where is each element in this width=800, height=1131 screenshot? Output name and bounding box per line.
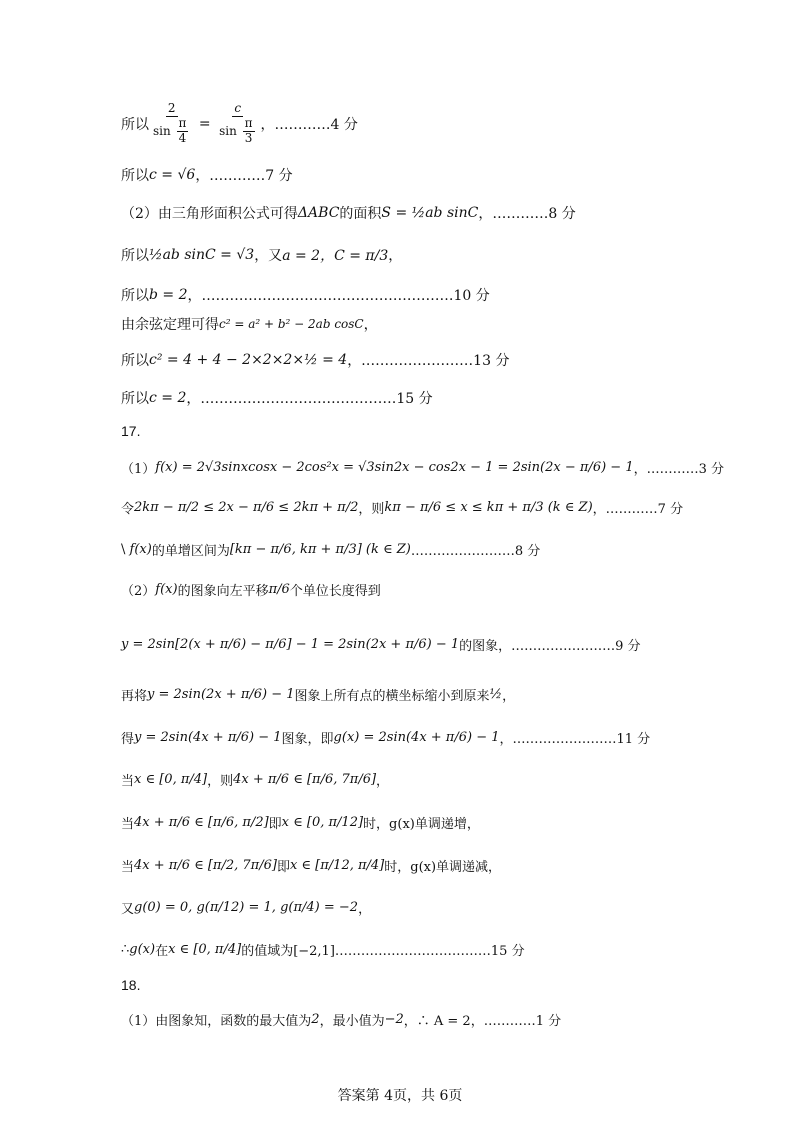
math: y = 2sin(2x + π/6) − 1 — [147, 687, 295, 702]
text-post: ，…………3 分 — [633, 462, 724, 477]
math: x ∈ [0, π/4] — [134, 772, 208, 787]
math: −2 — [384, 1012, 404, 1027]
math: 2kπ − π/2 ≤ 2x − π/6 ≤ 2kπ + π/2 — [134, 500, 359, 515]
math: a = 2，C = π/3 — [282, 248, 389, 264]
line-5 — [121, 285, 490, 305]
text-post: 个单位长度得到 — [289, 584, 381, 599]
text-post: ， — [376, 774, 390, 789]
text-post: ，…………7 分 — [592, 502, 684, 517]
text-pre: 又 — [121, 902, 135, 917]
text-pre: 当 — [121, 817, 135, 832]
line-6 — [121, 314, 378, 334]
text-pre: 所以 — [121, 353, 149, 369]
math: 4x + π/6 ∈ [π/6, 7π/6] — [233, 772, 377, 787]
line-10 — [121, 458, 724, 477]
line-3 — [121, 203, 576, 223]
math: f(x) — [155, 582, 178, 597]
line-20 — [121, 898, 371, 917]
math: [kπ − π/6, kπ + π/3] (k ∈ Z) — [229, 542, 411, 557]
line-23 — [121, 1010, 561, 1029]
math: c = √6 — [149, 167, 196, 183]
line-12 — [121, 540, 540, 559]
math: x ∈ [0, π/4] — [168, 942, 242, 957]
text-pre: 所以 — [121, 116, 149, 133]
text-post: 时，g(x)单调递减， — [384, 860, 502, 875]
math: 4x + π/6 ∈ [π/6, π/2] — [134, 815, 269, 830]
math: b = 2 — [149, 287, 188, 303]
line-8 — [121, 388, 433, 408]
math: c² = a² + b² − 2ab cosC — [219, 317, 364, 331]
page-footer: 答案第 4页，共 6页 — [337, 1088, 463, 1104]
text-mid: ，则 — [358, 502, 385, 517]
text-post: ，……………………11 分 — [499, 732, 651, 747]
math: S = ½ab sinC — [381, 205, 479, 221]
text-pre: 所以 — [121, 248, 149, 264]
line-16 — [121, 728, 650, 747]
math: g(x) — [129, 942, 156, 957]
text-post: 的值域为[−2,1]………………………………15 分 — [241, 944, 525, 959]
line-7 — [121, 350, 509, 370]
math: x ∈ [0, π/12] — [281, 815, 364, 830]
math: ½ab sinC = √3 — [149, 247, 255, 263]
problem-number-17: 17. — [121, 423, 141, 439]
text-pre: 由余弦定理可得 — [121, 317, 219, 333]
text-pre: （1） — [121, 462, 156, 477]
text-pre: 得 — [121, 732, 135, 747]
text-post: ， — [363, 317, 378, 333]
text-pre: 当 — [121, 860, 135, 875]
line-4 — [121, 245, 402, 265]
line-1: 所以 2 sin $\frac{\pi}{4}$ = c sin $\frac{\pi}{3}$ ，…………4 分 — [121, 101, 358, 145]
math: kπ − π/6 ≤ x ≤ kπ + π/3 (k ∈ Z) — [384, 500, 593, 515]
math: c² = 4 + 4 − 2×2×2×½ = 4 — [149, 352, 348, 368]
text-post: 的图象，……………………9 分 — [459, 639, 641, 654]
text-post: ，…………4 分 — [260, 116, 358, 133]
text-pre: 令 — [121, 502, 135, 517]
text-post: ，…………7 分 — [195, 168, 293, 184]
math: y = 2sin(4x + π/6) − 1 — [134, 730, 282, 745]
text-mid: ，则 — [207, 774, 234, 789]
text-pre: \ — [121, 542, 126, 557]
math: f(x) — [129, 542, 152, 557]
text-post: ，∴ A = 2，…………1 分 — [403, 1014, 562, 1029]
text-pre: （1）由图象知，函数的最大值为 — [121, 1014, 312, 1029]
text-post: ， — [502, 689, 516, 704]
line-15 — [121, 685, 515, 704]
fraction: 2 sin $\frac{\pi}{4}$ — [153, 101, 187, 145]
text-mid: 即 — [268, 817, 282, 832]
text-pre: 所以 — [121, 288, 149, 304]
text-post: 时，g(x)单调递增， — [363, 817, 480, 832]
text-post: ……………………8 分 — [410, 544, 541, 559]
math: ΔABC — [297, 205, 340, 221]
line-18 — [121, 813, 480, 832]
text-pre: （2） — [121, 584, 156, 599]
text-post: ，………………………………………………10 分 — [187, 288, 490, 304]
text-post: ，…………8 分 — [478, 206, 576, 222]
line-13 — [121, 580, 381, 599]
text-mid: 图象上所有点的横坐标缩小到原来 — [294, 689, 490, 704]
text-pre: 所以 — [121, 391, 149, 407]
text-pre: 当 — [121, 774, 135, 789]
math: g(x) = 2sin(4x + π/6) − 1 — [333, 730, 500, 745]
math: f(x) = 2√3sinxcosx − 2cos²x = √3sin2x − cos2x − 1 = 2sin(2x − π/6) − 1 — [155, 460, 634, 475]
text-pre: （2）由三角形面积公式可得 — [121, 206, 298, 222]
math: ½ — [489, 687, 503, 702]
line-19 — [121, 856, 501, 875]
problem-number-18: 18. — [121, 977, 141, 993]
line-21 — [121, 940, 525, 959]
text-pre: 再将 — [121, 689, 148, 704]
line-2 — [121, 165, 293, 185]
text-mid: 的面积 — [339, 206, 382, 222]
math: x ∈ [π/12, π/4] — [289, 858, 385, 873]
text-mid: 图象，即 — [281, 732, 334, 747]
fraction: c sin $\frac{\pi}{3}$ — [219, 101, 253, 145]
math: π/6 — [268, 582, 290, 597]
math: g(0) = 0, g(π/12) = 1, g(π/4) = −2 — [134, 900, 359, 915]
text-post: ，……………………………………15 分 — [186, 391, 433, 407]
text-mid: ，最小值为 — [319, 1014, 385, 1029]
math: 4x + π/6 ∈ [π/2, 7π/6] — [134, 858, 277, 873]
text-post: ，……………………13 分 — [347, 353, 510, 369]
line-11 — [121, 498, 683, 517]
text-mid: 的单增区间为 — [151, 544, 230, 559]
math: c = 2 — [149, 390, 187, 406]
line-14 — [121, 635, 641, 654]
text-pre: 所以 — [121, 168, 149, 184]
math: y = 2sin[2(x + π/6) − π/6] − 1 = 2sin(2x + π/6) − 1 — [121, 637, 460, 652]
math: 2 — [311, 1012, 320, 1027]
text-mid: 即 — [276, 860, 290, 875]
text-post: ， — [388, 248, 403, 264]
text-mid: 在 — [155, 944, 169, 959]
text-post: ， — [358, 902, 372, 917]
text-pre: ∴ — [121, 942, 130, 957]
text-mid: ，又 — [254, 248, 283, 264]
text-mid: 的图象向左平移 — [177, 584, 269, 599]
line-17 — [121, 770, 389, 789]
